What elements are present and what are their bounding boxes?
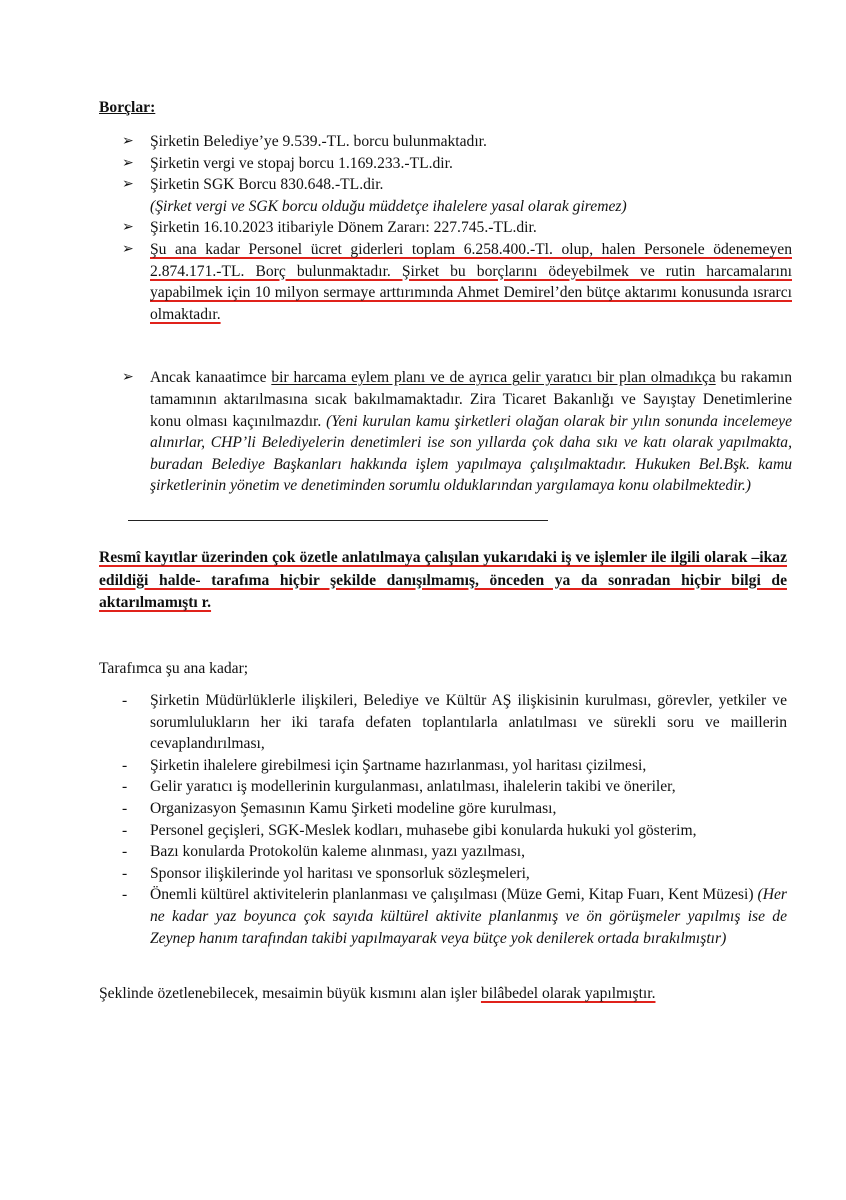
- section-heading: Borçlar:: [99, 99, 156, 116]
- arrow-bullet-icon: ➢: [122, 370, 134, 386]
- list-item: ➢ Şirketin vergi ve stopaj borcu 1.169.233.-TL.dir.: [122, 153, 792, 175]
- lead-in-text: Tarafımca şu ana kadar;: [99, 660, 249, 677]
- arrow-bullet-icon: ➢: [122, 134, 134, 149]
- dash-bullet-icon: -: [122, 843, 128, 861]
- debts-list: [122, 131, 792, 497]
- separator-line: [128, 520, 548, 521]
- dash-bullet-icon: -: [122, 864, 128, 882]
- underlined-text: bir harcama eylem planı ve de ayrıca gelir yaratıcı bir plan olmadıkça: [271, 369, 716, 387]
- tasks-list: [122, 690, 787, 949]
- arrow-bullet-icon: ➢: [122, 220, 134, 236]
- list-item: ➢ Ancak kanaatimce bir harcama eylem planı ve de ayrıca gelir yaratıcı bir plan olmadıkça bu rakamın tamamının aktarılmasına sıcak bakılmamaktadır. Zira Ticaret Bakanlığı ve Sayıştay Denetimlerine konu olması kaçınılmazdır. (Yeni kurulan kamu şirketleri olağan olarak bir yılın sonunda incelemeye alınırlar, CHP’li Belediyelerin denetimleri ise son yıllarda çok daha sıkı ve katı olarak yapılmakta, buradan Belediye Başkanları hakkında işlem yapılmaya çalışılmaktadır. Hukuken Bel.Bşk. kamu şirketlerinin yönetim ve denetiminden sorumlu olduklarından yargılamaya konu olabilmektedir.): [122, 369, 792, 495]
- list-item: ➢ Şirketin 16.10.2023 itibariyle Dönem Zararı: 227.745.-TL.dir.: [122, 217, 792, 239]
- dash-bullet-icon: -: [122, 778, 128, 796]
- list-item: - Şirketin Müdürlüklerle ilişkileri, Belediye ve Kültür AŞ ilişkisinin kurulması, görevler, yetkiler ve sorumlulukların her iki tarafa defaten toplantılarla anlatılması ve sürekli soru ve maillerin cevaplandırılması,: [122, 692, 787, 753]
- list-item: ➢ Şirketin SGK Borcu 830.648.-TL.dir. (Şirket vergi ve SGK borcu olduğu müddetçe ihalelere yasal olarak giremez): [122, 176, 627, 215]
- arrow-bullet-icon: ➢: [122, 155, 134, 171]
- dash-bullet-icon: -: [122, 692, 128, 709]
- italic-note: (Şirket vergi ve SGK borcu olduğu müddetçe ihalelere yasal olarak giremez): [150, 197, 627, 215]
- list-item: - Organizasyon Şemasının Kamu Şirketi modeline göre kurulması,: [122, 798, 787, 820]
- dash-bullet-icon: -: [122, 756, 128, 774]
- arrow-bullet-icon: ➢: [122, 177, 134, 193]
- italic-note: (Her ne kadar yaz boyunca çok sayıda kültürel aktivite planlanmış ve ön görüşmeler yapılmış ise de Zeynep hanım tarafından takibi yapılmayarak veya bütçe yok denilerek ortada bırakılmıştır): [150, 886, 787, 947]
- list-item: - Bazı konularda Protokolün kaleme alınması, yazı yazılması,: [122, 841, 787, 863]
- list-item: - Personel geçişleri, SGK-Meslek kodları, muhasebe gibi konularda hukuki yol gösterim,: [122, 820, 787, 842]
- list-item: ➢ Şirketin Belediye’ye 9.539.-TL. borcu bulunmaktadır.: [122, 131, 792, 153]
- arrow-bullet-icon: ➢: [122, 241, 134, 257]
- dash-bullet-icon: -: [122, 821, 128, 839]
- list-item: - Sponsor ilişkilerinde yol haritası ve sponsorluk sözleşmeleri,: [122, 863, 787, 885]
- highlighted-text: Şu ana kadar Personel ücret giderleri toplam 6.258.400.-Tl. olup, halen Personele ödenemeyen 2.874.171.-TL. Borç bulunmaktadır. Şirket bu borçlarını ödeyebilmek ve rutin harcamalarını yapabilmek için 10 milyon sermaye arttırımında Ahmet Demirel’den bütçe aktarımı konusunda ısrarcı olmaktadır.: [150, 240, 792, 323]
- highlighted-text: Resmî kayıtlar üzerinden çok özetle anlatılmaya çalışılan yukarıdaki iş ve işlemler ile ilgili olarak –ikaz edildiği halde- tarafıma hiçbir şekilde danışılmamış, önceden ya da sonradan hiçbir bilgi de aktarılmamıştı r.: [99, 549, 787, 611]
- bold-statement: [99, 547, 787, 615]
- closing-sentence: Şeklinde özetlenebilecek, mesaimin büyük kısmını alan işler bilâbedel olarak yapılmıştır.: [99, 985, 656, 1002]
- list-item: - Gelir yaratıcı iş modellerinin kurgulanması, anlatılması, ihalelerin takibi ve öneriler,: [122, 776, 787, 798]
- list-item: - Şirketin ihalelere girebilmesi için Şartname hazırlanması, yol haritası çizilmesi,: [122, 755, 787, 777]
- dash-bullet-icon: -: [122, 799, 128, 817]
- dash-bullet-icon: -: [122, 886, 128, 904]
- list-item: [122, 239, 792, 325]
- highlighted-text: bilâbedel olarak yapılmıştır.: [480, 985, 656, 1002]
- italic-note: (Yeni kurulan kamu şirketleri olağan olarak bir yılın sonunda incelemeye alınırlar, CHP’li Belediyelerin denetimleri ise son yıllarda çok daha sıkı ve katı olarak yapılmakta, buradan Belediye Başkanları hakkında işlem yapılmaya çalışılmaktadır. Hukuken Bel.Bşk. kamu şirketlerinin yönetim ve denetiminden sorumlu olduklarından yargılamaya konu olabilmektedir.): [150, 412, 792, 495]
- list-item: - Önemli kültürel aktivitelerin planlanması ve çalışılması (Müze Gemi, Kitap Fuarı, Kent Müzesi) (Her ne kadar yaz boyunca çok sayıda kültürel aktivite planlanmış ve ön görüşmeler yapılmış ise de Zeynep hanım tarafından takibi yapılmayarak veya bütçe yok denilerek ortada bırakılmıştır): [122, 886, 787, 947]
